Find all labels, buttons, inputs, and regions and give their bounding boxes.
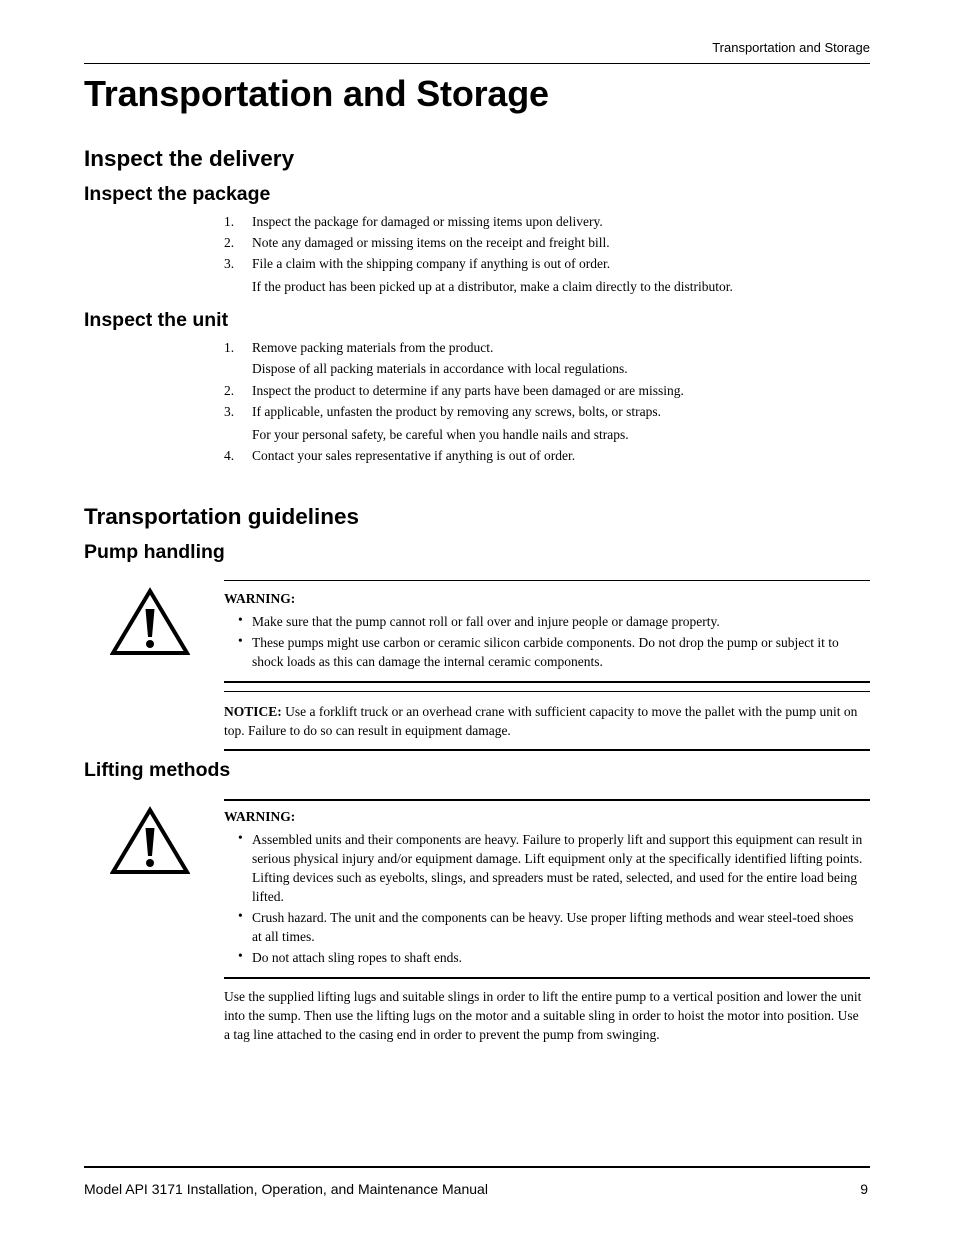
warning-triangle-icon [110,587,190,657]
unit-step-2: Inspect the product to determine if any parts have been damaged or are missing. [252,383,684,398]
warning-bottom-rule [224,977,870,979]
bullet-icon: • [238,948,243,963]
page-title: Transportation and Storage [84,73,549,114]
bullet-icon: • [238,830,243,845]
unit-step-1: Remove packing materials from the product. [252,340,494,355]
bullet-icon: • [238,612,243,627]
running-header: Transportation and Storage [712,40,870,55]
step-number: 1. [224,340,235,355]
step-number: 2. [224,235,235,250]
warning-label: WARNING: [224,591,296,606]
footer-manual-title: Model API 3171 Installation, Operation, and Maintenance Manual [84,1181,488,1197]
lifting-warning-bullet-1: Assembled units and their components are heavy. Failure to properly lift and support this equipment can result in serious physical injury and/or equipment damage. Lift equipment only at the specifically identified lifting points. Lifting devices such as eyebolts, slings, and spreaders must be rated, selected, and used for the entire load being lifted. [252,832,863,904]
header-rule [84,63,870,64]
step-number: 3. [224,256,235,271]
step-number: 4. [224,448,235,463]
subsection-heading-pump-handling: Pump handling [84,541,225,563]
section-heading-inspect-delivery: Inspect the delivery [84,146,295,171]
unit-step-3: If applicable, unfasten the product by removing any screws, bolts, or straps. [252,404,662,419]
subsection-heading-inspect-unit: Inspect the unit [84,309,229,331]
footer-rule [84,1166,870,1168]
warning-bottom-rule [224,681,870,683]
warning-label: WARNING: [224,809,296,824]
unit-step-3-note: For your personal safety, be careful when you handle nails and straps. [252,427,629,442]
package-step-2: Note any damaged or missing items on the receipt and freight bill. [252,235,610,250]
warning-triangle-icon [110,806,190,876]
step-number: 2. [224,383,235,398]
package-step-3: File a claim with the shipping company if anything is out of order. [252,256,611,271]
package-step-3-note: If the product has been picked up at a distributor, make a claim directly to the distributor. [252,279,733,294]
subsection-heading-inspect-package: Inspect the package [84,183,271,205]
warning-top-rule [224,799,870,801]
pump-warning-bullet-2: These pumps might use carbon or ceramic silicon carbide components. Do not drop the pump or subject it to shock loads as this can damage the internal ceramic components. [252,635,839,669]
warning-top-rule [224,580,870,581]
notice-text: Use a forklift truck or an overhead crane with sufficient capacity to move the pallet with the pump unit on top. Failure to do so can result in equipment damage. [224,704,858,738]
notice-label: NOTICE: [224,704,282,719]
unit-step-1-note: Dispose of all packing materials in accordance with local regulations. [252,361,628,376]
lifting-paragraph: Use the supplied lifting lugs and suitable slings in order to lift the entire pump to a vertical position and lower the unit into the sump. Then use the lifting lugs on the motor and a suitable sling in order to hoist the motor into position. Use a tag line attached to the casing end in order to prevent the pump from swinging. [224,989,862,1042]
lifting-warning-bullet-3: Do not attach sling ropes to shaft ends. [252,950,462,965]
pump-warning-bullet-1: Make sure that the pump cannot roll or fall over and injure people or damage property. [252,614,720,629]
step-number: 1. [224,214,235,229]
footer-page-number: 9 [860,1181,868,1197]
bullet-icon: • [238,633,243,648]
step-number: 3. [224,404,235,419]
subsection-heading-lifting-methods: Lifting methods [84,759,231,781]
notice-bottom-rule [224,749,870,751]
notice-paragraph [224,702,864,740]
section-heading-transportation-guidelines: Transportation guidelines [84,504,360,529]
notice-top-rule [224,691,870,692]
unit-step-4: Contact your sales representative if anything is out of order. [252,448,576,463]
package-step-1: Inspect the package for damaged or missing items upon delivery. [252,214,603,229]
lifting-warning-bullet-2: Crush hazard. The unit and the components can be heavy. Use proper lifting methods and wear steel-toed shoes at all times. [252,910,854,944]
bullet-icon: • [238,908,243,923]
